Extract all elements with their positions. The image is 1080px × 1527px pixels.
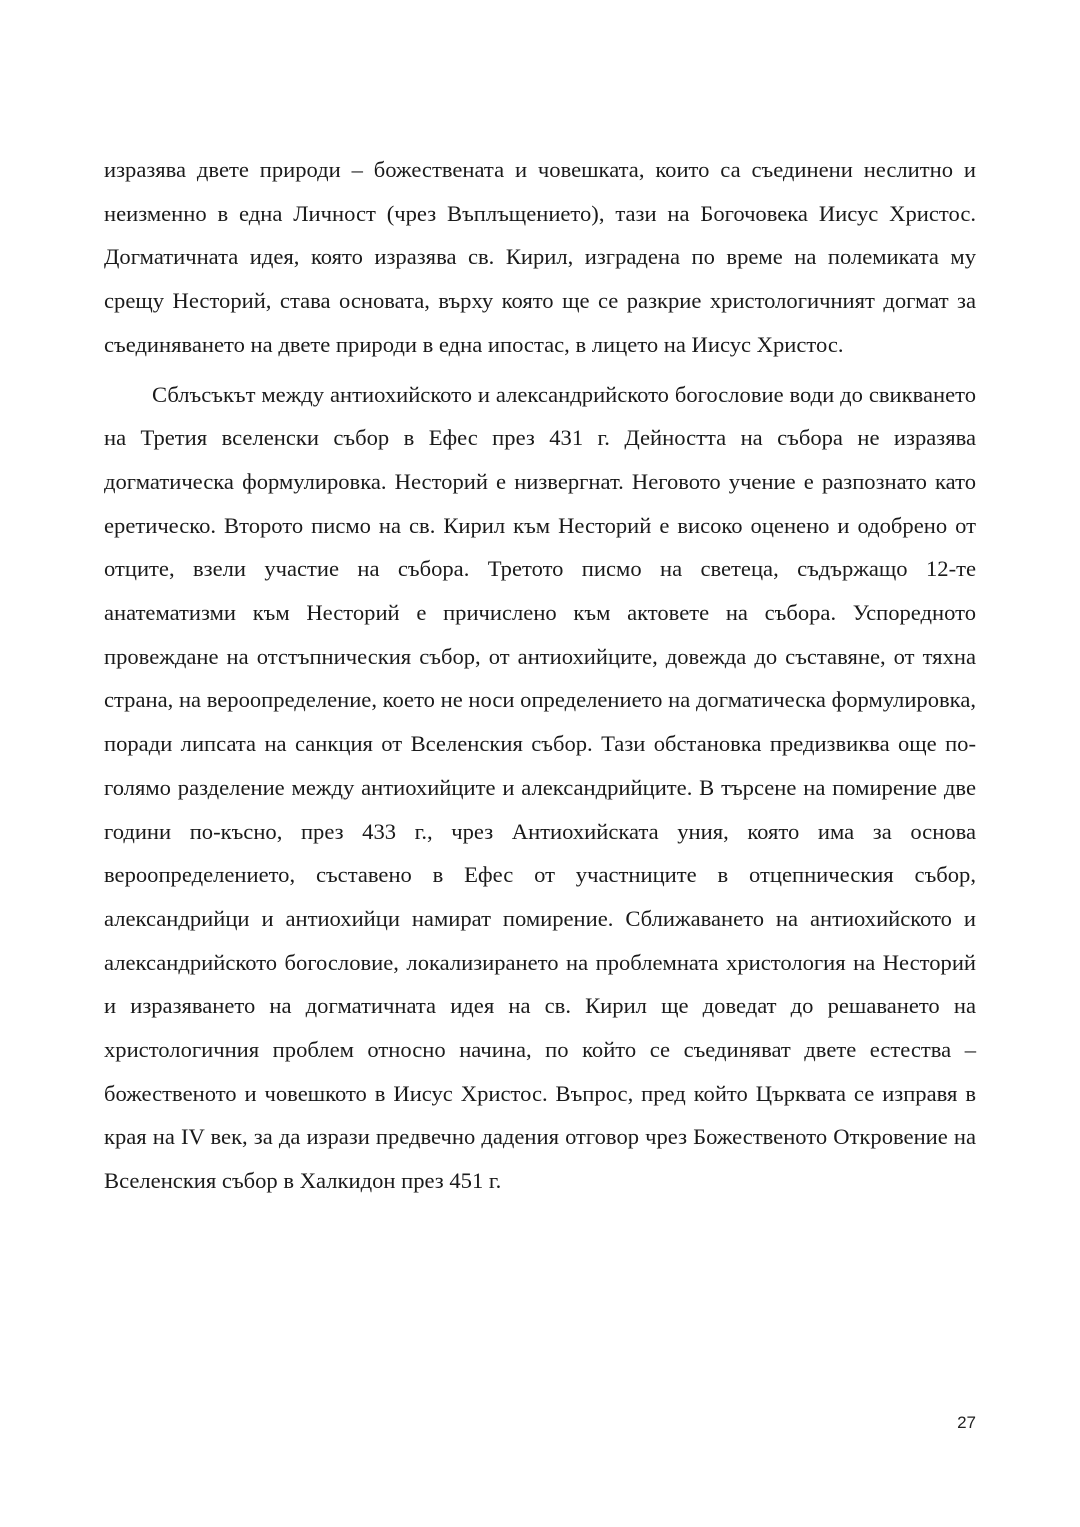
page-number: 27	[957, 1413, 976, 1432]
body-text	[104, 148, 976, 1203]
paragraph-main: Сблъсъкът между антиохийското и александрийското богословие води до свикването на Третия вселенски събор в Ефес през 431 г. Дейността на събора не изразява догматическа формулировка. Несторий е низвергнат. Неговото учение е разпознато като еретическо. Второто писмо на св. Кирил към Несторий е високо оценено и одобрено от отците, взели участие на събора. Третото писмо на светеца, съдържащо 12-те анатематизми към Несторий е причислено към актовете на събора. Успоредното провеждане на отстъпническия събор, от антиохийците, довежда до съставяне, от тяхна страна, на вероопределение, което не носи определението на догматическа формулировка, поради липсата на санкция от Вселенския събор. Тази обстановка предизвиква още по-голямо разделение между антиохийците и александрийците. В търсене на помирение две години по-късно, през 433 г., чрез Антиохийската уния, която има за основа вероопределението, съставено в Ефес от участниците в отцепническия събор, александрийци и антиохийци намират помирение. Сближаването на антиохийското и александрийското богословие, локализирането на проблемната христология на Несторий и изразяването на догматичната идея на св. Кирил ще доведат до решаването на христологичния проблем относно начина, по който се съединяват двете естества – божественото и човешкото в Иисус Христос. Въпрос, пред който Църквата се изправя в края на IV век, за да изрази предвечно дадения отговор чрез Божественото Откровение на Вселенския събор в Халкидон през 451 г.	[104, 381, 976, 1194]
paragraph-continuation: изразява двете природи – божествената и човешката, които са съединени неслитно и неизменно в една Личност (чрез Въплъщението), тази на Богочовека Иисус Христос. Догматичната идея, която изразява св. Кирил, изградена по време на полемиката му срещу Несторий, става основата, върху която ще се разкрие христологичният догмат за съединяването на двете природи в една ипостас, в лицето на Иисус Христос.	[104, 157, 976, 357]
